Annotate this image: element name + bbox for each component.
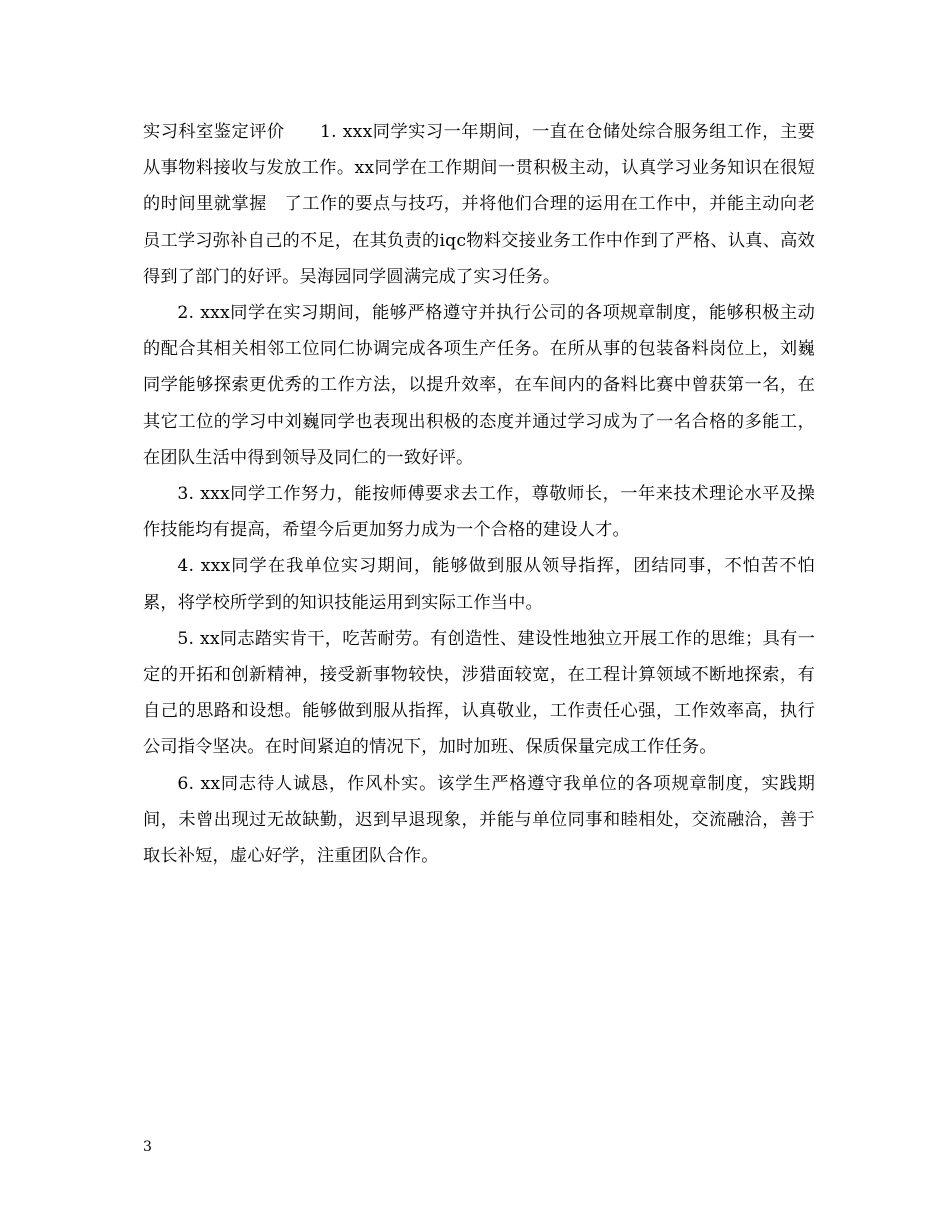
paragraph-2: 2. xxx同学在实习期间，能够严格遵守并执行公司的各项规章制度，能够积极主动的配合其相关相邻工位同仁协调完成各项生产任务。在所从事的包装备料岗位上，刘巍同学能够探索更优秀的工作方法，以提升效率，在车间内的备料比赛中曾获第一名，在其它工位的学习中刘巍同学也表现出积极的态度并通过学习成为了一名合格的多能工，在团队生活中得到领导及同仁的一致好评。 (143, 303, 815, 468)
paragraph-1: 实习科室鉴定评价 1. xxx同学实习一年期间，一直在仓储处综合服务组工作，主要从事物料接收与发放工作。xx同学在工作期间一贯积极主动，认真学习业务知识在很短的时间里就掌握 了工作的要点与技巧，并将他们合理的运用在工作中，并能主动向老员工学习弥补自己的不足，在其负责的iqc物料交接业务工作中作到了严格、认真、高效得到了部门的好评。吴海园同学圆满完成了实习任务。 (143, 122, 815, 287)
document-body (143, 114, 815, 874)
paragraph-4: 4. xxx同学在我单位实习期间，能够做到服从领导指挥，团结同事，不怕苦不怕累，将学校所学到的知识技能运用到实际工作当中。 (143, 556, 815, 613)
paragraph-3: 3. xxx同学工作努力，能按师傅要求去工作，尊敬师长，一年来技术理论水平及操作技能均有提高，希望今后更加努力成为一个合格的建设人才。 (143, 484, 815, 541)
page-number: 3 (143, 1139, 152, 1155)
paragraph-6: 6. xx同志待人诚恳，作风朴实。该学生严格遵守我单位的各项规章制度，实践期间，未曾出现过无故缺勤，迟到早退现象，并能与单位同事和睦相处，交流融洽，善于取长补短，虚心好学，注重团队合作。 (143, 773, 815, 867)
paragraph-5: 5. xx同志踏实肯干，吃苦耐劳。有创造性、建设性地独立开展工作的思维；具有一定的开拓和创新精神，接受新事物较快，涉猎面较宽，在工程计算领域不断地探索，有自己的思路和设想。能够做到服从指挥，认真敬业，工作责任心强，工作效率高，执行公司指令坚决。在时间紧迫的情况下，加时加班、保质保量完成工作任务。 (143, 628, 815, 758)
